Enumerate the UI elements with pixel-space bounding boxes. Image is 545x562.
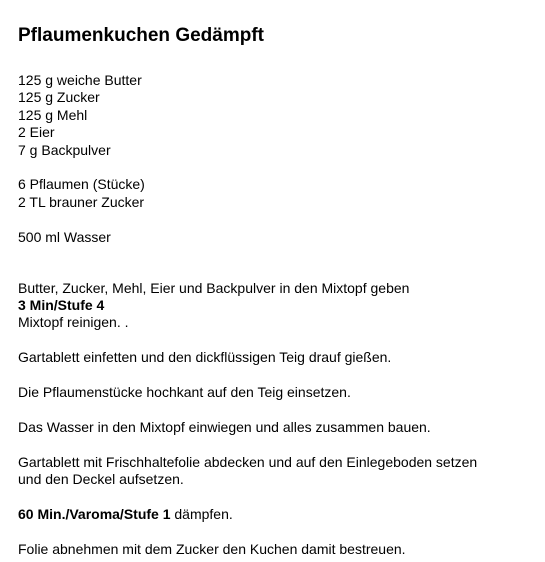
paragraph-gap (18, 436, 538, 453)
topping-ingredients-list (18, 176, 538, 211)
step-clean: Mixtopf reinigen. . (18, 314, 129, 331)
ingredient-eggs: 2 Eier (18, 124, 55, 141)
ingredient-brown-sugar: 2 TL brauner Zucker (18, 193, 145, 210)
recipe-body (18, 72, 538, 558)
ingredient-butter: 125 g weiche Butter (18, 72, 142, 88)
step-steam-setting: 60 Min./Varoma/Stufe 1 (18, 505, 171, 522)
step-finish: Folie abnehmen mit dem Zucker den Kuchen damit bestreuen. (18, 540, 406, 557)
paragraph-gap (18, 488, 538, 505)
paragraph-gap (18, 332, 538, 349)
step-steam (18, 506, 538, 523)
ingredient-flour: 125 g Mehl (18, 106, 88, 123)
paragraph-gap (18, 367, 538, 384)
ingredient-plums: 6 Pflaumen (Stücke) (18, 176, 145, 193)
paragraph-gap (18, 401, 538, 418)
recipe-title: Pflaumenkuchen Gedämpft (18, 25, 264, 46)
ingredient-baking-powder: 7 g Backpulver (18, 141, 111, 158)
paragraph-gap (18, 159, 538, 176)
step-plums: Die Pflaumenstücke hochkant auf den Teig einsetzen. (18, 384, 351, 401)
step-cover-line-2: und den Deckel aufsetzen. (18, 471, 184, 488)
paragraph-gap (18, 211, 538, 228)
paragraph-gap (18, 246, 538, 263)
paragraph-gap (18, 263, 538, 279)
step-mix-setting: 3 Min/Stufe 4 (18, 297, 105, 314)
step-mix-text: Butter, Zucker, Mehl, Eier und Backpulver in den Mixtopf geben (18, 279, 410, 296)
step-steam-text: dämpfen. (170, 505, 233, 522)
dough-ingredients-list (18, 72, 538, 159)
ingredient-sugar: 125 g Zucker (18, 89, 100, 106)
ingredient-water: 500 ml Wasser (18, 228, 111, 245)
step-grease: Gartablett einfetten und den dickflüssigen Teig drauf gießen. (18, 349, 392, 366)
step-cover-line-1: Gartablett mit Frischhaltefolie abdecken und auf den Einlegeboden setzen (18, 453, 478, 470)
step-water: Das Wasser in den Mixtopf einwiegen und alles zusammen bauen. (18, 418, 431, 435)
paragraph-gap (18, 523, 538, 540)
